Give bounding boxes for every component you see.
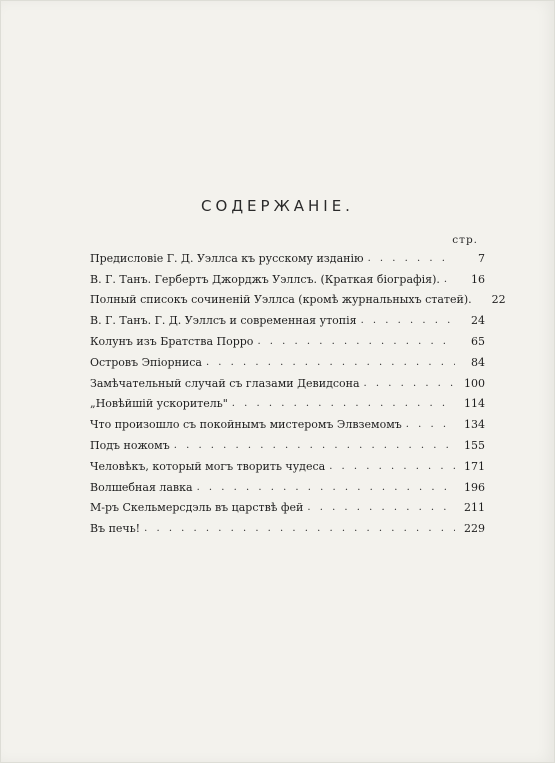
toc-entry-title: М-ръ Скельмерсдэль въ царствѣ фей (90, 501, 304, 515)
toc-entry-page: 24 (471, 314, 485, 328)
toc-entry (90, 477, 485, 498)
leader-dots (329, 461, 455, 472)
toc-entry (90, 269, 485, 290)
toc-entry (90, 352, 485, 373)
leader-dots (232, 398, 455, 409)
toc-entry-page: 171 (464, 459, 485, 473)
toc-entry-page: 211 (464, 501, 485, 515)
toc-entry (90, 373, 485, 394)
toc-entry-title: Что произошло съ покойнымъ мистеромъ Элвземомъ (90, 418, 402, 432)
table-of-contents (90, 248, 506, 539)
toc-entry-page: 134 (464, 418, 485, 432)
leader-dots (361, 315, 455, 326)
toc-entry (90, 248, 485, 269)
leader-dots (364, 378, 455, 389)
leader-dots (444, 274, 455, 285)
toc-entry-page: 196 (464, 480, 485, 494)
toc-entry-page: 155 (464, 439, 485, 453)
toc-entry-title: Предисловіе Г. Д. Уэллса къ русскому изданію (90, 251, 364, 265)
toc-entry-title: Полный списокъ сочиненій Уэллса (кромѣ журнальныхъ статей). (90, 293, 472, 307)
toc-entry-title: Волшебная лавка (90, 480, 193, 494)
toc-entry-title: Человѣкъ, который могъ творить чудеса (90, 459, 326, 473)
toc-entry-title: „Новѣйшій ускоритель" (90, 397, 228, 411)
toc-entry-page: 65 (471, 335, 485, 349)
leader-dots (174, 440, 455, 451)
toc-entry (90, 498, 485, 519)
toc-entry (90, 394, 485, 415)
toc-entry-page: 229 (464, 522, 485, 536)
toc-entry-page: 22 (491, 293, 506, 307)
toc-entry-page: 114 (464, 397, 485, 411)
leader-dots (368, 253, 455, 264)
leader-dots (144, 523, 455, 534)
leader-dots (406, 419, 455, 430)
leader-dots (197, 482, 455, 493)
toc-entry-title: В. Г. Танъ. Г. Д. Уэллсъ и современная утопія (90, 314, 357, 328)
toc-entry (90, 414, 485, 435)
toc-entry (90, 290, 506, 311)
toc-entry (90, 435, 485, 456)
page-column-label: стр. (452, 234, 478, 246)
toc-entry (90, 456, 485, 477)
toc-entry-title: В. Г. Танъ. Гербертъ Джорджъ Уэллсъ. (Краткая біографія). (90, 272, 440, 286)
toc-entry-title: Подъ ножомъ (90, 439, 170, 453)
leader-dots (257, 336, 455, 347)
toc-entry-page: 16 (471, 272, 485, 286)
leader-dots (206, 357, 455, 368)
toc-entry-page: 84 (471, 355, 485, 369)
toc-entry (90, 310, 485, 331)
toc-entry-title: Колунъ изъ Братства Порро (90, 335, 254, 349)
toc-entry (90, 331, 485, 352)
toc-entry (90, 518, 485, 539)
toc-entry-title: Въ печь! (90, 522, 141, 536)
leader-dots (307, 502, 455, 513)
toc-entry-title: Островъ Эпіорниса (90, 355, 202, 369)
toc-entry-page: 100 (464, 376, 485, 390)
toc-entry-title: Замѣчательный случай съ глазами Девидсона (90, 376, 360, 390)
toc-entry-page: 7 (478, 251, 485, 265)
page-title: СОДЕРЖАНІЕ. (201, 197, 354, 215)
